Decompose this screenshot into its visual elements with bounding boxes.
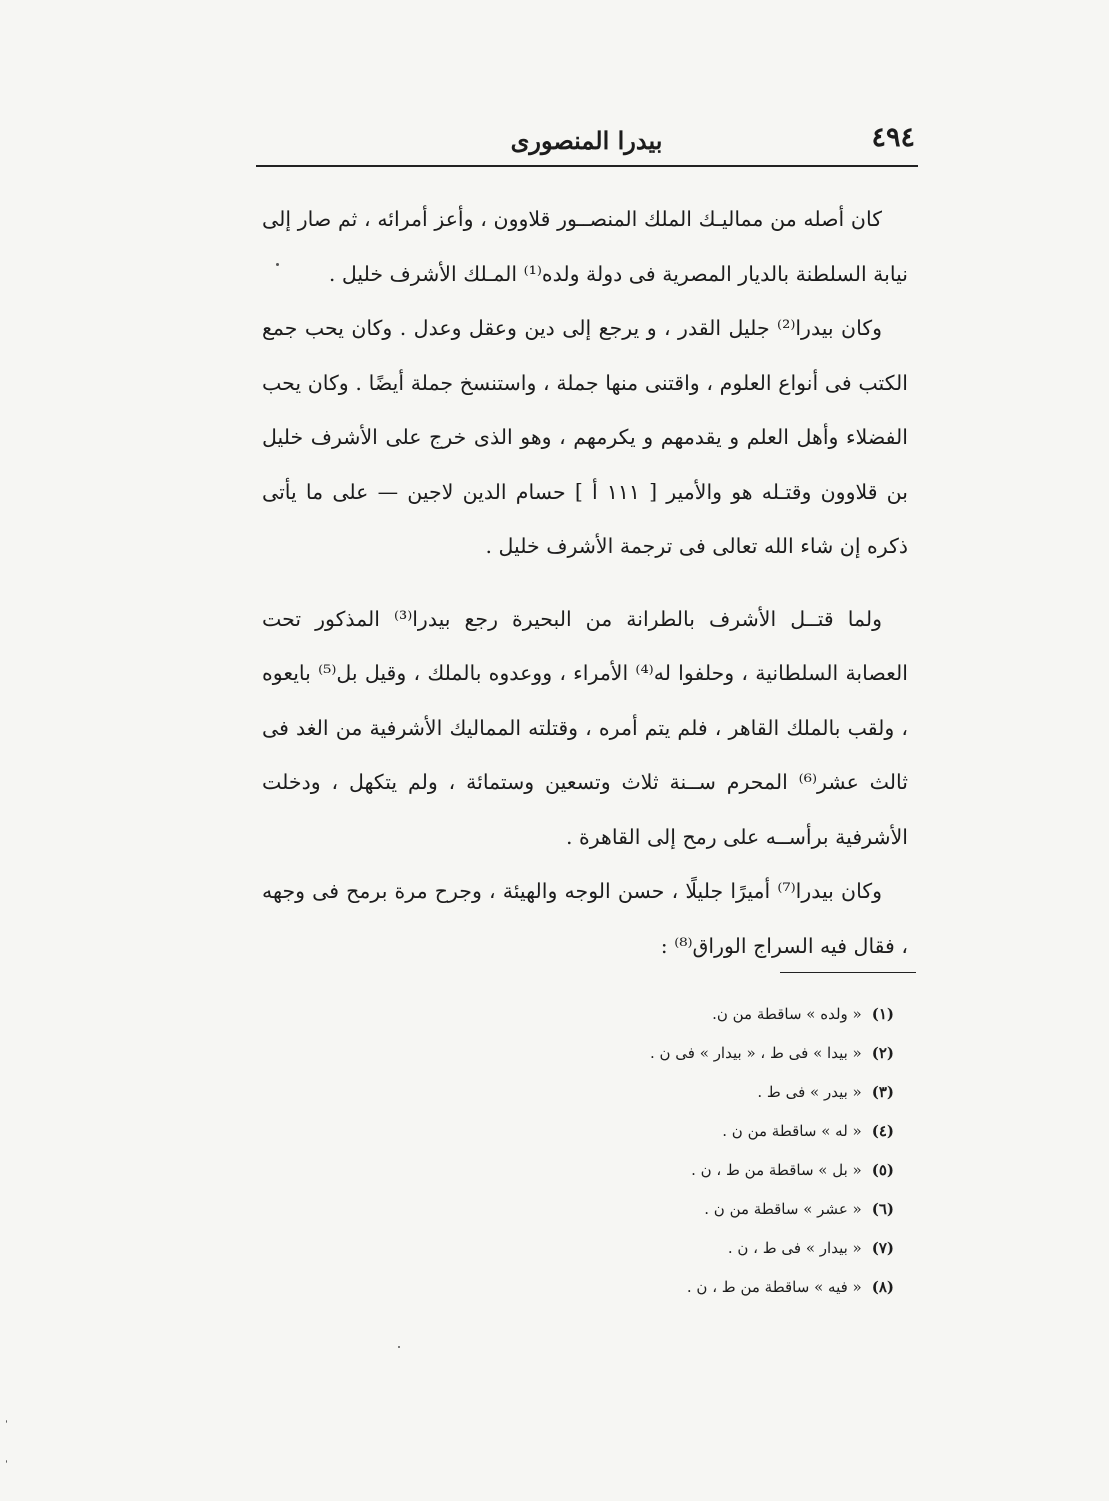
- footnote-text: « له » ساقطة من ن .: [722, 1122, 862, 1140]
- footnote-text: « بيدر » فى ط .: [757, 1083, 862, 1101]
- footnote-number: (٨): [871, 1278, 894, 1296]
- footnote-7: [560, 1229, 894, 1268]
- footnote-number: (٣): [871, 1083, 894, 1101]
- footnote-1: [560, 995, 894, 1034]
- footnote-text: « بيدار » فى ط ، ن .: [727, 1239, 862, 1257]
- footnote-5: [560, 1151, 894, 1190]
- footnotes: [560, 995, 894, 1307]
- footnote-6: [560, 1190, 894, 1229]
- print-speck: [398, 1346, 400, 1348]
- page-number: ٤٩٤: [871, 122, 915, 153]
- main-text: [262, 192, 908, 973]
- footnote-8: [560, 1268, 894, 1307]
- footnote-text: « عشر » ساقطة من ن .: [704, 1200, 862, 1218]
- header-rule: [256, 165, 918, 167]
- footnote-2: [560, 1034, 894, 1073]
- print-speck: [6, 1460, 7, 1463]
- paragraph-4: وكان بيدرا⁽⁷⁾ أميرًا جليلًا ، حسن الوجه والهيئة ، وجرح مرة برمح فى وجهه ، فقال فيه السراج الوراق⁽⁸⁾ :: [262, 879, 908, 958]
- footnote-text: « ولده » ساقطة من ن.: [712, 1005, 862, 1023]
- paragraph-3: ولما قتــل الأشرف بالطرانة من البحيرة رجع بيدرا⁽³⁾ المذكور تحت العصابة السلطانية ، وحلفوا له⁽⁴⁾ الأمراء ، ووعدوه بالملك ، وقيل بل⁽⁵⁾ بايعوه ، ولقب بالملك القاهر ، فلم يتم أمره ، وقتلته المماليك الأشرفية من الغد فى ثالث عشر⁽⁶⁾ المحرم ســنة ثلاث وتسعين وستمائة ، ولم يتكهل ، ودخلت الأشرفية برأســه على رمح إلى القاهرة .: [262, 606, 908, 849]
- footnote-text: « بل » ساقطة من ط ، ن .: [691, 1161, 862, 1179]
- footnote-number: (٢): [871, 1044, 894, 1062]
- footnote-4: [560, 1112, 894, 1151]
- footnote-text: « بيدا » فى ط ، « بيدار » فى ن .: [649, 1044, 862, 1062]
- footnote-number: (١): [871, 1005, 894, 1023]
- print-speck: [276, 263, 279, 266]
- footnote-number: (٥): [871, 1161, 894, 1179]
- footnote-number: (٦): [871, 1200, 894, 1218]
- running-head: بيدرا المنصورى: [510, 126, 663, 155]
- paragraph-1: كان أصله من مماليـك الملك المنصــور قلاوون ، وأعز أمرائه ، ثم صار إلى نيابة السلطنة بالديار المصرية فى دولة ولده⁽¹⁾ المـلك الأشرف خليل .: [262, 207, 908, 286]
- page-header: [258, 122, 915, 162]
- footnote-text: « فيه » ساقطة من ط ، ن .: [686, 1278, 862, 1296]
- footnote-number: (٧): [871, 1239, 894, 1257]
- footnote-number: (٤): [871, 1122, 894, 1140]
- paragraph-2: وكان بيدرا⁽²⁾ جليل القدر ، و يرجع إلى دين وعقل وعدل . وكان يحب جمع الكتب فى أنواع العلوم ، واقتنى منها جملة ، واستنسخ جملة أيضًا . وكان يحب الفضلاء وأهل العلم و يقدمهم و يكرمهم ، وهو الذى خرج على الأشرف خليل بن قلاوون وقتـله هو والأمير [ ١١١ أ ] حسام الدين لاجين — على ما يأتى ذكره إن شاء الله تعالى فى ترجمة الأشرف خليل .: [262, 316, 908, 558]
- print-speck: [6, 1420, 7, 1423]
- footnote-rule: [780, 972, 916, 973]
- footnote-3: [560, 1073, 894, 1112]
